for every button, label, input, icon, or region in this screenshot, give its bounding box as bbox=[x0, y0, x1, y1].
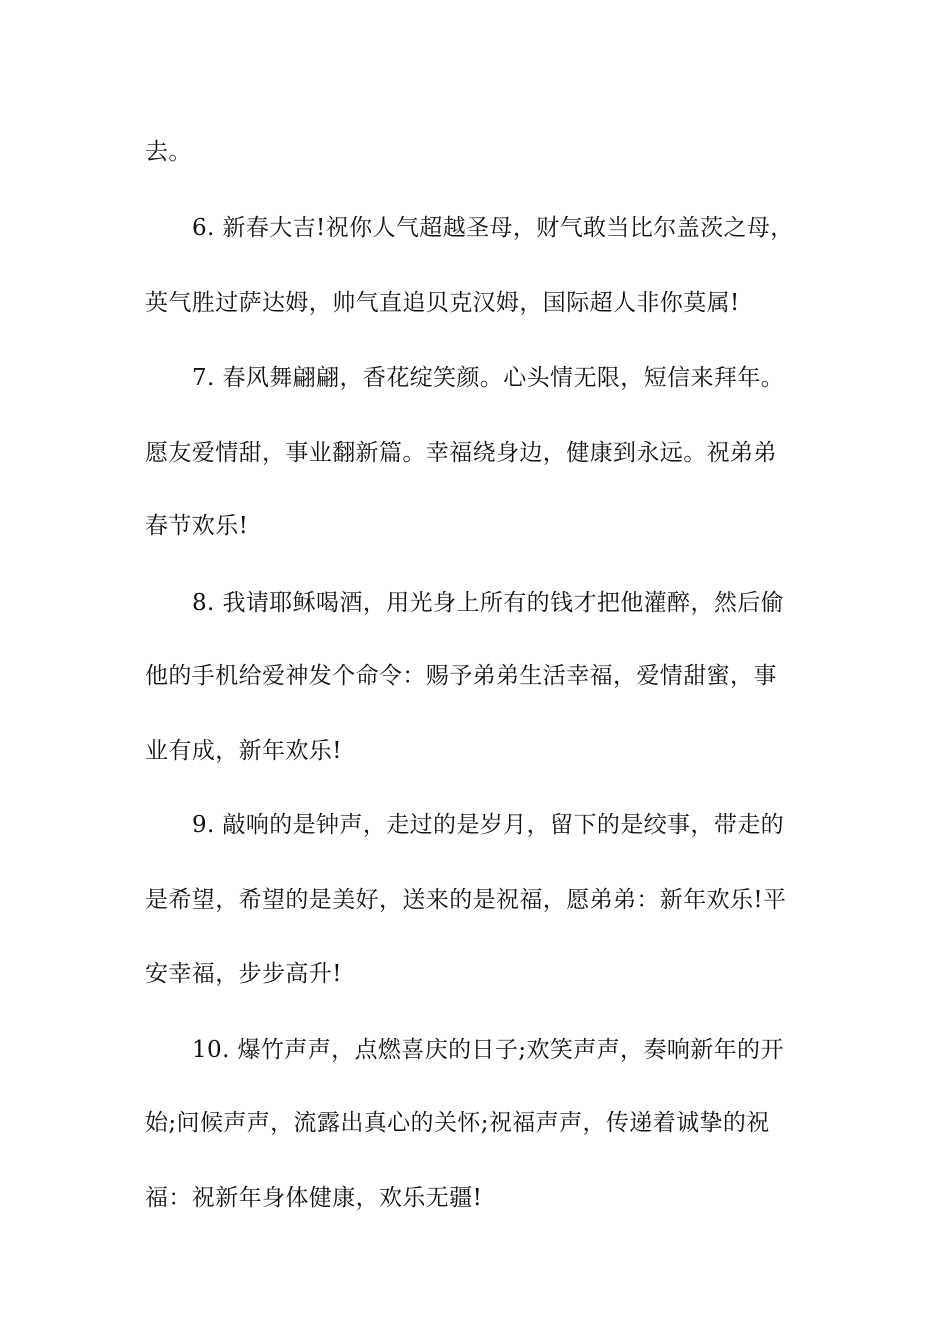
list-item-8-line-3: 业有成，新年欢乐! bbox=[145, 738, 342, 764]
list-item-7-line-2: 愿友爱情甜，事业翻新篇。幸福绕身边，健康到永远。祝弟弟 bbox=[145, 440, 777, 466]
list-item-7-line-1: 7. 春风舞翩翩，香花绽笑颜。心头情无限，短信来拜年。 bbox=[192, 365, 785, 391]
list-item-10-line-3: 福：祝新年身体健康，欢乐无疆! bbox=[145, 1185, 483, 1211]
list-item-10-line-1: 10. 爆竹声声，点燃喜庆的日子;欢笑声声，奏响新年的开 bbox=[192, 1037, 784, 1063]
list-item-9-line-1: 9. 敲响的是钟声，走过的是岁月，留下的是绞事，带走的 bbox=[192, 812, 785, 838]
list-item-8-line-1: 8. 我请耶稣喝酒，用光身上所有的钱才把他灌醉，然后偷 bbox=[192, 590, 785, 616]
list-item-8-line-2: 他的手机给爱神发个命令：赐予弟弟生活幸福，爱情甜蜜，事 bbox=[145, 663, 777, 689]
list-item-6-line-2: 英气胜过萨达姆，帅气直追贝克汉姆，国际超人非你莫属! bbox=[145, 290, 740, 316]
list-item-9-line-3: 安幸福，步步高升! bbox=[145, 961, 342, 987]
list-item-7-line-3: 春节欢乐! bbox=[145, 513, 249, 539]
list-item-10-line-2: 始;问候声声，流露出真心的关怀;祝福声声，传递着诚挚的祝 bbox=[145, 1110, 770, 1136]
text-line: 去。 bbox=[145, 139, 192, 165]
list-item-9-line-2: 是希望，希望的是美好，送来的是祝福，愿弟弟：新年欢乐!平 bbox=[145, 887, 787, 913]
list-item-6-line-1: 6. 新春大吉!祝你人气超越圣母，财气敢当比尔盖茨之母， bbox=[192, 215, 794, 241]
